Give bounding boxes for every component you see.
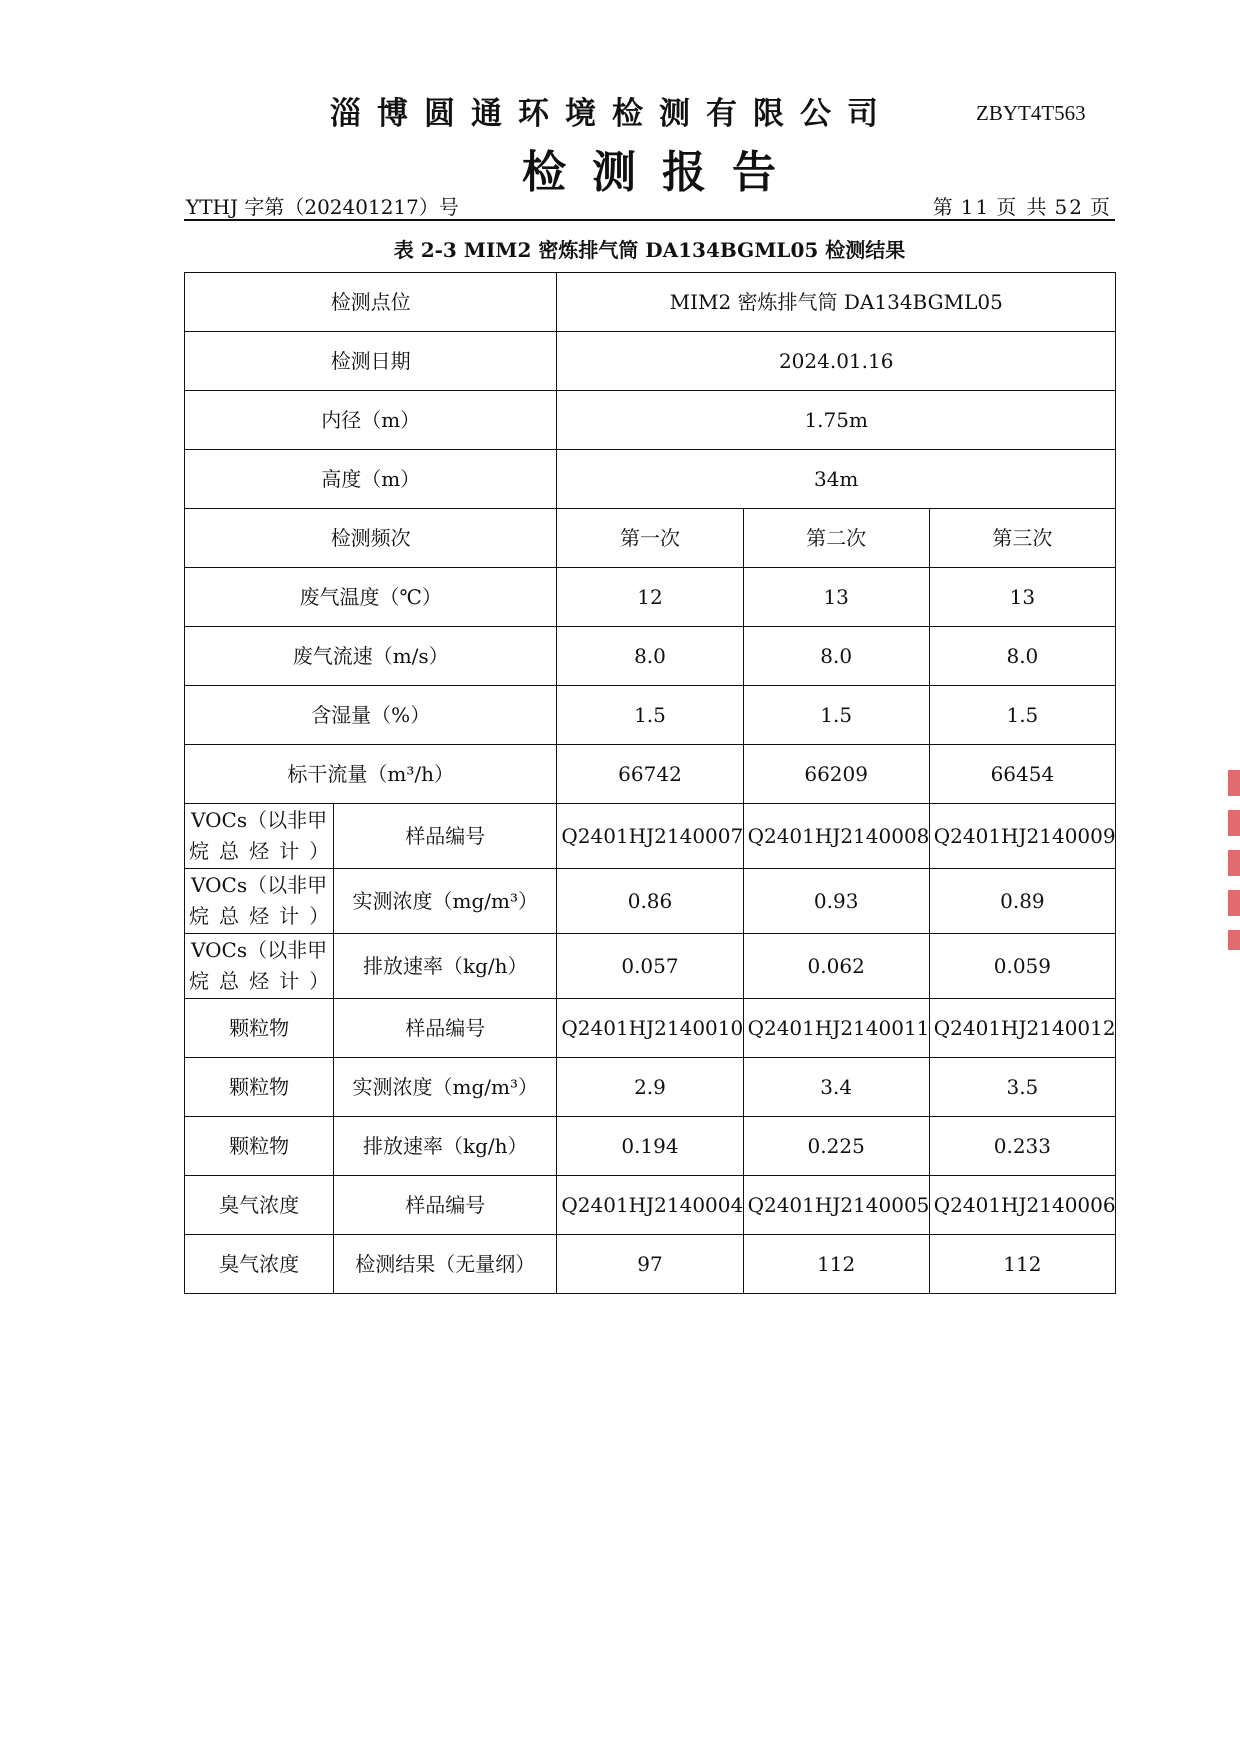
pollutant-name: VOCs（以非甲烷总烃计） bbox=[185, 869, 334, 934]
row-label: 废气流速（m/s） bbox=[185, 627, 557, 686]
run-header: 第二次 bbox=[743, 509, 929, 568]
row-label: 废气温度（℃） bbox=[185, 568, 557, 627]
cell-value: 8.0 bbox=[929, 627, 1115, 686]
cell-value: 0.194 bbox=[557, 1117, 743, 1176]
row-label: 检测日期 bbox=[185, 332, 557, 391]
cell-value: 112 bbox=[929, 1235, 1115, 1294]
table-row-frequency bbox=[185, 509, 1116, 568]
cell-value: Q2401HJ2140005 bbox=[743, 1176, 929, 1235]
row-value: 2024.01.16 bbox=[557, 332, 1116, 391]
row-label: 检测点位 bbox=[185, 273, 557, 332]
table-row bbox=[185, 332, 1116, 391]
table-row bbox=[185, 804, 1116, 869]
table-row bbox=[185, 999, 1116, 1058]
table-row bbox=[185, 568, 1116, 627]
pollutant-name: VOCs（以非甲烷总烃计） bbox=[185, 804, 334, 869]
header-rule bbox=[184, 219, 1115, 221]
parameter-name: 实测浓度（mg/m³） bbox=[334, 869, 557, 934]
table-row bbox=[185, 1058, 1116, 1117]
parameter-name: 检测结果（无量纲） bbox=[334, 1235, 557, 1294]
cell-value: 8.0 bbox=[557, 627, 743, 686]
page-suffix: 页 bbox=[1090, 195, 1112, 219]
cell-value: Q2401HJ2140004 bbox=[557, 1176, 743, 1235]
cell-value: 8.0 bbox=[743, 627, 929, 686]
pollutant-name: 臭气浓度 bbox=[185, 1235, 334, 1294]
cell-value: Q2401HJ2140010 bbox=[557, 999, 743, 1058]
parameter-name: 实测浓度（mg/m³） bbox=[334, 1058, 557, 1117]
cell-value: 0.062 bbox=[743, 934, 929, 999]
parameter-name: 样品编号 bbox=[334, 999, 557, 1058]
row-value: 1.75m bbox=[557, 391, 1116, 450]
page-total: 52 bbox=[1054, 195, 1084, 219]
cell-value: 0.89 bbox=[929, 869, 1115, 934]
page-mid: 页 共 bbox=[996, 195, 1049, 219]
parameter-name: 排放速率（kg/h） bbox=[334, 934, 557, 999]
cell-value: Q2401HJ2140006 bbox=[929, 1176, 1115, 1235]
cell-value: 0.233 bbox=[929, 1117, 1115, 1176]
run-header: 第三次 bbox=[929, 509, 1115, 568]
cell-value: 1.5 bbox=[557, 686, 743, 745]
cell-value: 112 bbox=[743, 1235, 929, 1294]
cell-value: Q2401HJ2140007 bbox=[557, 804, 743, 869]
cell-value: Q2401HJ2140012 bbox=[929, 999, 1115, 1058]
parameter-name: 样品编号 bbox=[334, 1176, 557, 1235]
pollutant-name: VOCs（以非甲烷总烃计） bbox=[185, 934, 334, 999]
parameter-name: 排放速率（kg/h） bbox=[334, 1117, 557, 1176]
cell-value: 0.86 bbox=[557, 869, 743, 934]
pollutant-name: 臭气浓度 bbox=[185, 1176, 334, 1235]
table-row bbox=[185, 934, 1116, 999]
pollutant-name: 颗粒物 bbox=[185, 1058, 334, 1117]
table-row bbox=[185, 391, 1116, 450]
cell-value: 13 bbox=[743, 568, 929, 627]
row-label: 内径（m） bbox=[185, 391, 557, 450]
cell-value: 13 bbox=[929, 568, 1115, 627]
row-value: MIM2 密炼排气筒 DA134BGML05 bbox=[557, 273, 1116, 332]
row-label: 含湿量（%） bbox=[185, 686, 557, 745]
cell-value: 12 bbox=[557, 568, 743, 627]
table-row bbox=[185, 450, 1116, 509]
cell-value: 2.9 bbox=[557, 1058, 743, 1117]
cell-value: 0.93 bbox=[743, 869, 929, 934]
run-header: 第一次 bbox=[557, 509, 743, 568]
document-code: ZBYT4T563 bbox=[976, 101, 1086, 125]
pollutant-name: 颗粒物 bbox=[185, 1117, 334, 1176]
page-prefix: 第 bbox=[932, 195, 955, 219]
cell-value: 66454 bbox=[929, 745, 1115, 804]
page-indicator bbox=[930, 191, 1115, 220]
cell-value: 66742 bbox=[557, 745, 743, 804]
row-value: 34m bbox=[557, 450, 1116, 509]
row-label: 标干流量（m³/h） bbox=[185, 745, 557, 804]
row-label: 高度（m） bbox=[185, 450, 557, 509]
cell-value: 0.057 bbox=[557, 934, 743, 999]
table-row bbox=[185, 1235, 1116, 1294]
table-row bbox=[185, 627, 1116, 686]
cell-value: Q2401HJ2140009 bbox=[929, 804, 1115, 869]
cell-value: 66209 bbox=[743, 745, 929, 804]
cell-value: 3.4 bbox=[743, 1058, 929, 1117]
parameter-name: 样品编号 bbox=[334, 804, 557, 869]
pollutant-name: 颗粒物 bbox=[185, 999, 334, 1058]
table-row bbox=[185, 869, 1116, 934]
cell-value: 1.5 bbox=[743, 686, 929, 745]
table-row bbox=[185, 1117, 1116, 1176]
cell-value: Q2401HJ2140011 bbox=[743, 999, 929, 1058]
row-label: 检测频次 bbox=[185, 509, 557, 568]
table-row bbox=[185, 745, 1116, 804]
cell-value: 3.5 bbox=[929, 1058, 1115, 1117]
company-name: 淄博圆通环境检测有限公司 bbox=[330, 96, 894, 132]
report-number: YTHJ 字第（202401217）号 bbox=[186, 195, 459, 219]
results-table bbox=[184, 272, 1116, 1294]
table-row bbox=[185, 273, 1116, 332]
report-title: 检测报告 bbox=[522, 147, 802, 198]
cell-value: 1.5 bbox=[929, 686, 1115, 745]
cell-value: 97 bbox=[557, 1235, 743, 1294]
cell-value: 0.059 bbox=[929, 934, 1115, 999]
cell-value: 0.225 bbox=[743, 1117, 929, 1176]
table-row bbox=[185, 1176, 1116, 1235]
seal-stamp-edge bbox=[1228, 770, 1240, 950]
page-current: 11 bbox=[960, 195, 991, 219]
cell-value: Q2401HJ2140008 bbox=[743, 804, 929, 869]
table-row bbox=[185, 686, 1116, 745]
table-caption: 表 2-3 MIM2 密炼排气筒 DA134BGML05 检测结果 bbox=[393, 238, 906, 262]
